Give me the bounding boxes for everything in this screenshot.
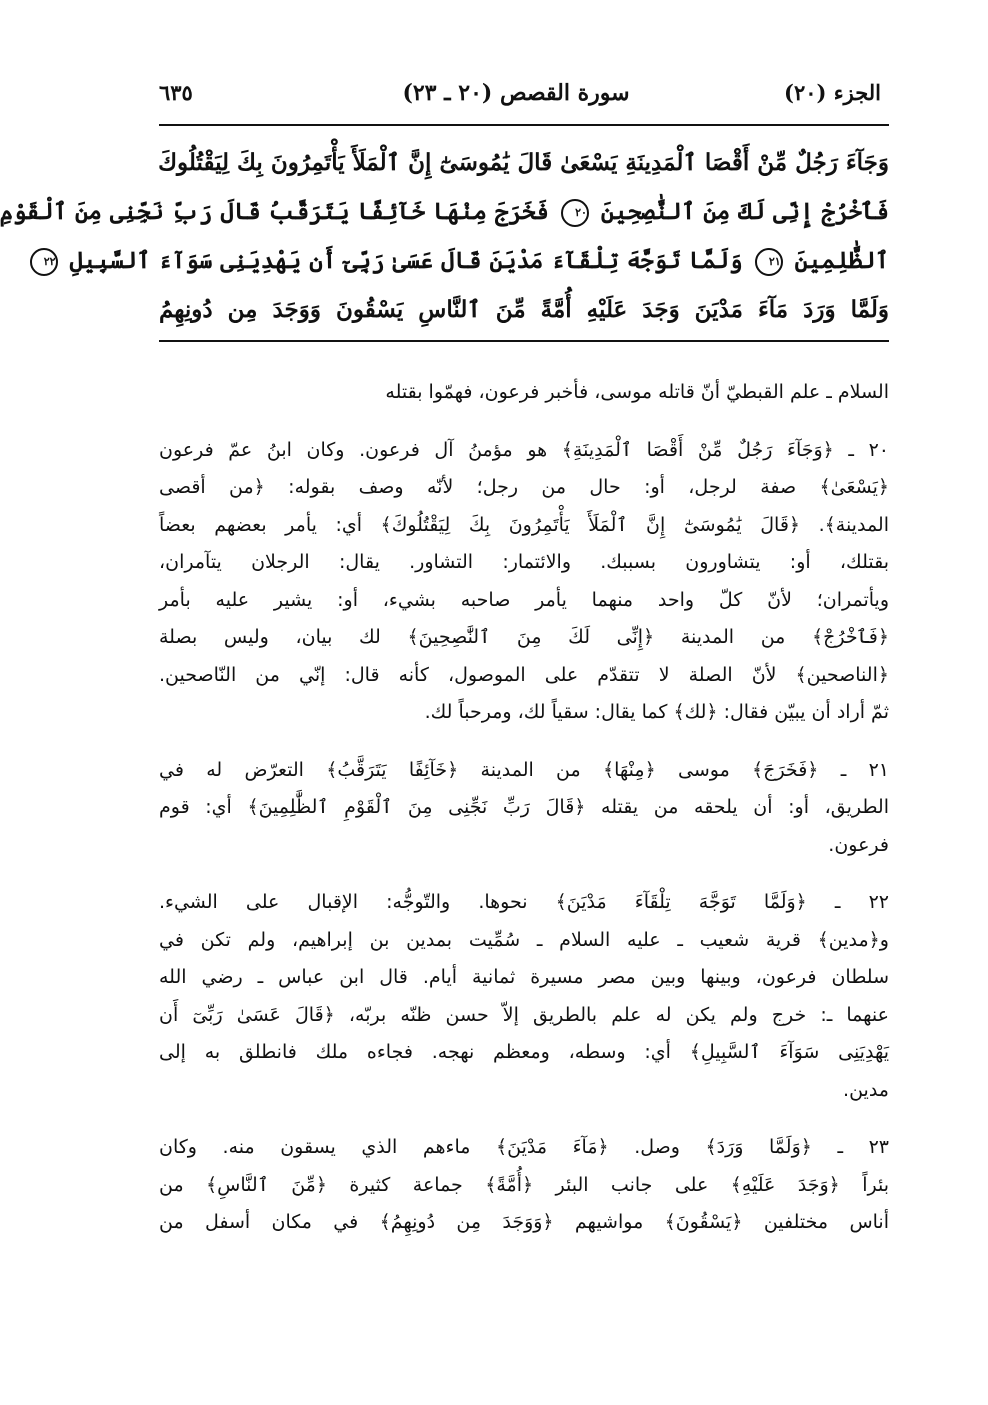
quran-verses-block xyxy=(0,138,889,334)
header-rule xyxy=(159,124,889,126)
commentary-line: السلام ـ علم القبطيّ أنّ قاتله موسى، فأخبر فرعون، فهمّوا بقتله xyxy=(385,381,889,403)
commentary-line: يَهْدِيَنِى سَوَآءَ ٱلسَّبِيلِ﴾ أي: وسطه، ومعظم نهجه. فجاءه ملك فانطلق به إلى xyxy=(159,1041,889,1063)
commentary-paragraph-continuation xyxy=(159,374,889,412)
verse-line-3 xyxy=(43,236,889,285)
commentary-body xyxy=(159,374,889,1262)
verse-text: فَٱخْرُجْ إِنِّى لَكَ مِنَ ٱلنَّٰصِحِينَ xyxy=(600,198,889,225)
commentary-line: و﴿مدين﴾ قرية شعيب ـ عليه السلام ـ سُمِّيت بمدين بن إبراهيم، ولم تكن في xyxy=(159,928,889,951)
commentary-line: بقتلك، أو: يتشاورون بسببك. والائتمار: التشاور. يقال: الرجلان يتآمران، xyxy=(159,551,889,573)
surah-title: سورة القصص (٢٠ ـ ٢٣) xyxy=(402,80,630,106)
commentary-line: ﴿يَسْعَىٰ﴾ صفة لرجل، أو: حال من رجل؛ لأنّه وصف بقوله: ﴿من أقصى xyxy=(159,476,889,498)
commentary-line: مدين. xyxy=(843,1078,889,1101)
commentary-line: عنهما ـ: خرج ولم يكن له علم بالطريق إلاّ حسن ظنّه بربّه، ﴿قَالَ عَسَىٰ رَبِّىٓ أَن xyxy=(159,1003,889,1026)
verse-line-4 xyxy=(159,285,889,334)
commentary-line: ٢٠ ـ ﴿وَجَآءَ رَجُلٌ مِّنْ أَقْصَا ٱلْمَدِينَةِ﴾ هو مؤمنُ آل فرعون. وكان ابنُ عمّ فرعون xyxy=(159,438,889,461)
verse-line-1 xyxy=(159,138,889,187)
verse-line-2 xyxy=(0,187,889,236)
commentary-paragraph-verse-20 xyxy=(159,432,889,732)
commentary-line: بئراً ﴿وَجَدَ عَلَيْهِ﴾ على جانب البئر ﴿أُمَّةً﴾ جماعة كثيرة ﴿مِّنَ ٱلنَّاسِ﴾ من xyxy=(159,1173,889,1196)
commentary-paragraph-verse-23 xyxy=(159,1129,889,1242)
commentary-line: ٢٣ ـ ﴿وَلَمَّا وَرَدَ﴾ وصل. ﴿مَآءَ مَدْيَنَ﴾ ماءهم الذي يسقون منه. وكان xyxy=(159,1136,889,1158)
verse-text: ٱلظَّٰلِمِينَ xyxy=(794,247,889,274)
commentary-paragraph-verse-22 xyxy=(159,884,889,1109)
verse-number-marker: ٢٠ xyxy=(561,199,589,227)
commentary-line: ﴿فَٱخْرُجْ﴾ من المدينة ﴿إِنِّى لَكَ مِنَ ٱلنَّٰصِحِينَ﴾ لك بيان، وليس بصلة xyxy=(159,626,889,648)
commentary-line: ٢١ ـ ﴿فَخَرَجَ﴾ موسى ﴿مِنْهَا﴾ من المدينة ﴿خَآئِفًا يَتَرَقَّبُ﴾ التعرّض له في xyxy=(159,758,889,781)
commentary-line: ٢٢ ـ ﴿وَلَمَّا تَوَجَّهَ تِلْقَآءَ مَدْيَنَ﴾ نحوها. والتّوجُّه: الإقبال على الشيء. xyxy=(159,891,889,913)
verse-number-marker: ٢١ xyxy=(755,248,783,276)
commentary-line: أناس مختلفين ﴿يَسْقُونَ﴾ مواشيهم ﴿وَوَجَدَ مِن دُونِهِمُ﴾ في مكان أسفل من xyxy=(159,1211,889,1233)
verse-text: وَجَآءَ رَجُلٌ مِّنْ أَقْصَا ٱلْمَدِينَةِ يَسْعَىٰ قَالَ يَٰمُوسَىٰٓ إِنَّ ٱلْمَلَأَ يَأْتَمِرُونَ بِكَ لِيَقْتُلُوكَ xyxy=(158,149,889,176)
running-header xyxy=(151,80,881,120)
commentary-line: فرعون. xyxy=(828,833,889,856)
commentary-line: ﴿الناصحين﴾ لأنّ الصلة لا تتقدّم على الموصول، كأنه قال: إنّي من النّاصحين. xyxy=(159,663,889,686)
verse-text: وَلَمَّا تَوَجَّهَ تِلْقَآءَ مَدْيَنَ قَالَ عَسَىٰ رَبِّىٓ أَن يَهْدِيَنِى سَوَآءَ ٱلسَّبِيلِ xyxy=(69,247,743,274)
verses-rule xyxy=(159,340,889,342)
commentary-line: المدينة﴾. ﴿قَالَ يَٰمُوسَىٰٓ إِنَّ ٱلْمَلَأَ يَأْتَمِرُونَ بِكَ لِيَقْتُلُوكَ﴾ أي: يأمر بعضهم بعضاً xyxy=(159,513,889,536)
juz-label: الجزء (٢٠) xyxy=(784,80,881,105)
commentary-line: سلطان فرعون، وبينها وبين مصر مسيرة ثمانية أيام. قال ابن عباس ـ رضي الله xyxy=(159,966,889,988)
page-number: ٦٣٥ xyxy=(159,80,193,105)
verse-text: فَخَرَجَ مِنْهَا خَآئِفًا يَتَرَقَّبُ قَالَ رَبِّ نَجِّنِى مِنَ ٱلْقَوْمِ xyxy=(0,198,549,225)
commentary-line: ثمّ أراد أن يبيّن فقال: ﴿لك﴾ كما يقال: سقياً لك، ومرحباً لك. xyxy=(424,701,889,723)
verse-number-marker: ٢٢ xyxy=(30,248,58,276)
commentary-line: الطريق، أو: أن يلحقه من يقتله ﴿قَالَ رَبِّ نَجِّنِى مِنَ ٱلْقَوْمِ ٱلظَّٰلِمِينَ﴾ أي: قوم xyxy=(159,796,889,818)
commentary-paragraph-verse-21 xyxy=(159,752,889,865)
commentary-line: ويأتمران؛ لأنّ كلّ واحد منهما يأمر صاحبه بشيء، أو: يشير عليه بأمر xyxy=(159,588,889,611)
verse-text: وَلَمَّا وَرَدَ مَآءَ مَدْيَنَ وَجَدَ عَلَيْهِ أُمَّةً مِّنَ ٱلنَّاسِ يَسْقُونَ وَوَجَدَ مِن دُونِهِمُ xyxy=(159,296,889,323)
